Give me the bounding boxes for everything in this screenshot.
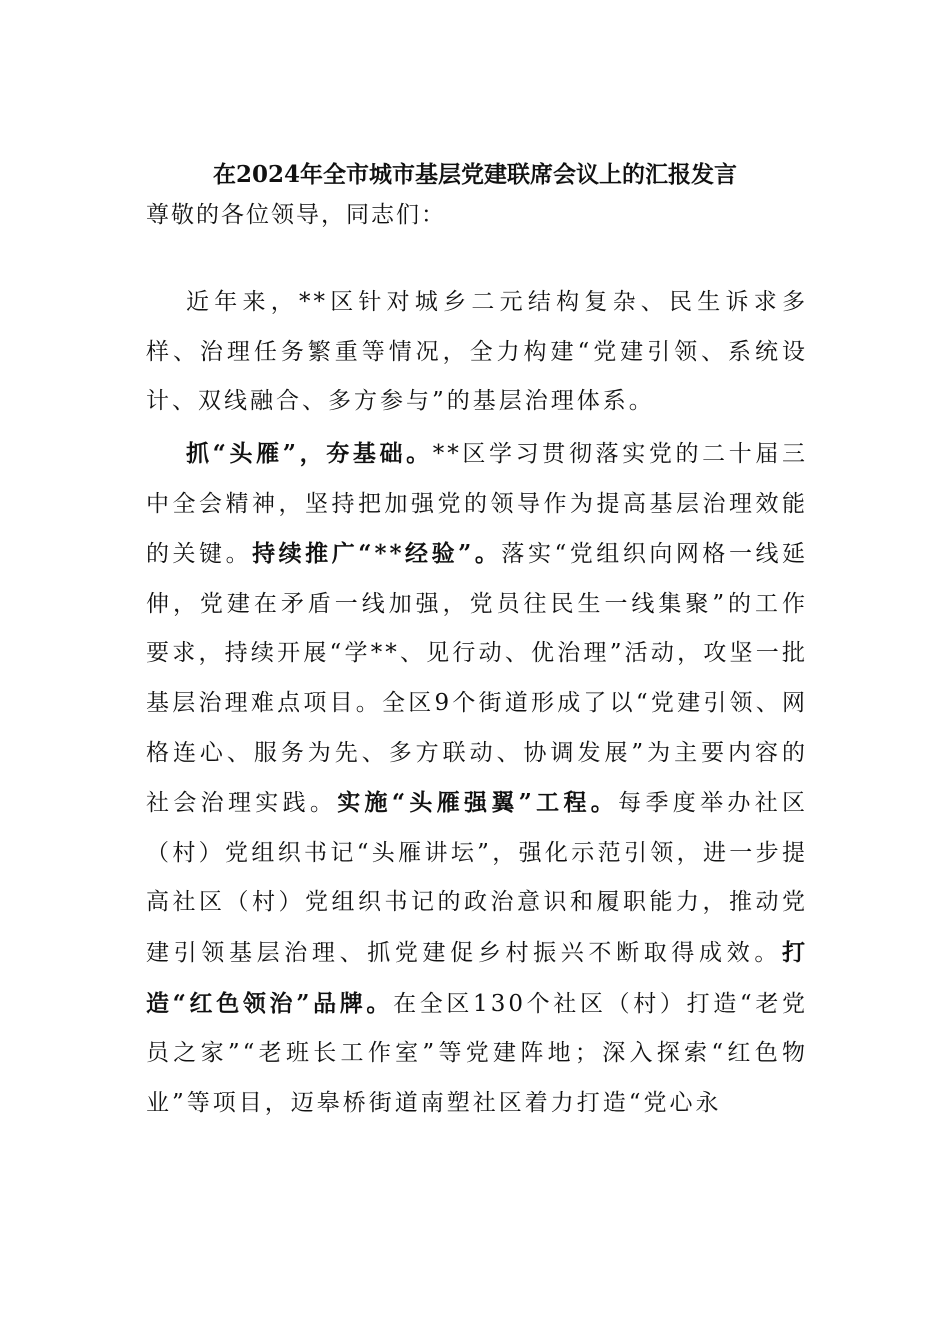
- subheading: 打造“红色领治”品牌。: [146, 938, 808, 1017]
- paragraph-text: 在全区130个社区（村）打造“老党员之家”“老班长工作室”等党建阵地；深入探索“红色物业”等项目，迈皋桥街道南塑社区着力打造“党心永: [146, 990, 808, 1116]
- paragraph-text: **区学习贯彻落实党的二十届三中全会精神，坚持把加强党的领导作为提高基层治理效能的关键。: [146, 441, 808, 568]
- paragraph-text: 落实“党组织向网格一线延伸，党建在矛盾一线加强，党员往民生一线集聚”的工作要求，持续开展“学**、见行动、优治理”活动，攻坚一批基层治理难点项目。全区9个街道形成了以“党建引领、网格连心、服务为先、多方联动、协调发展”为主要内容的社会治理实践。: [146, 541, 809, 817]
- paragraph-intro-text: 近年来，**区针对城乡二元结构复杂、民生诉求多样、治理任务繁重等情况，全力构建“党建引领、系统设计、双线融合、多方参与”的基层治理体系。: [146, 289, 808, 415]
- paragraph-text: 每季度举办社区（村）党组织书记“头雁讲坛”，强化示范引领，进一步提高社区（村）党组织书记的政治意识和履职能力，推动党建引领基层治理、抓党建促乡村振兴不断取得成效。: [146, 790, 809, 966]
- document-title: 在2024年全市城市基层党建联席会议上的汇报发言: [212, 161, 737, 188]
- subheading: 持续推广“**经验”。: [252, 540, 502, 568]
- section-heading: 抓“头雁”，夯基础。: [186, 440, 433, 467]
- paragraph-intro: [146, 278, 808, 427]
- salutation: 尊敬的各位领导，同志们：: [146, 202, 446, 228]
- paragraph-section-1: [146, 429, 808, 1128]
- subheading: 实施“头雁强翼”工程。: [337, 789, 619, 817]
